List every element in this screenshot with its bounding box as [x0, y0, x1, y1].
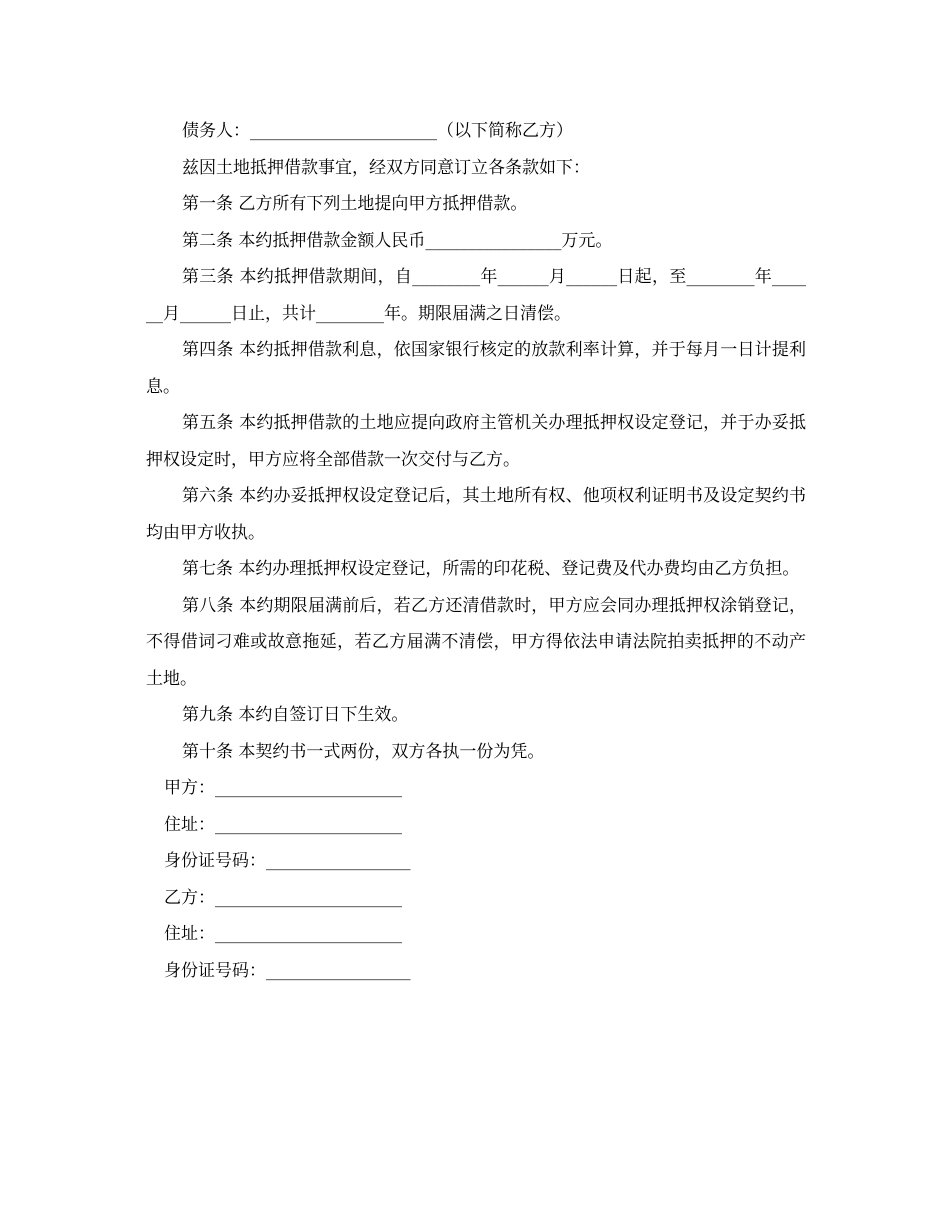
article-8: 第八条 本约期限届满前后，若乙方还清借款时，甲方应会同办理抵押权涂销登记，不得借词刁难或故意拖延，若乙方届满不清偿，甲方得依法申请法院拍卖抵押的不动产土地。: [146, 595, 806, 689]
article-2: 第二条 本约抵押借款金额人民币________________万元。: [182, 230, 613, 251]
article-9: 第九条 本约自签订日下生效。: [182, 705, 409, 725]
contract-preamble: 兹因土地抵押借款事宜，经双方同意订立各条款如下：: [182, 157, 590, 178]
article-7: 第七条 本约办理抵押权设定登记，所需的印花税、登记费及代办费均由乙方负担。: [182, 559, 800, 579]
article-1: 第一条 乙方所有下列土地提向甲方抵押借款。: [182, 194, 528, 214]
contract-body: [146, 113, 806, 989]
party-b-line: 乙方：______________________: [164, 887, 402, 908]
debtor-line: 债务人：______________________（以下简称乙方）: [182, 121, 573, 141]
article-6: 第六条 本约办妥抵押权设定登记后，其土地所有权、他项权利证明书及设定契约书均由甲方收执。: [146, 486, 806, 543]
article-4: 第四条 本约抵押借款利息，依国家银行核定的放款利率计算，并于每月一日计提利息。: [146, 340, 806, 397]
party-b-address-line: 住址：______________________: [164, 924, 402, 944]
article-10: 第十条 本契约书一式两份，双方各执一份为凭。: [182, 741, 545, 762]
signature-block: [146, 770, 806, 989]
article-3: 第三条 本约抵押借款期间，自________年______月______日起，至________年______月______日止，共计________年。期限届满之日清偿。: [146, 267, 806, 324]
party-a-id-line: 身份证号码：_________________: [164, 851, 411, 871]
party-a-line: 甲方：______________________: [164, 778, 402, 798]
party-a-address-line: 住址：______________________: [164, 814, 402, 835]
party-b-id-line: 身份证号码：_________________: [164, 960, 411, 981]
article-5: 第五条 本约抵押借款的土地应提向政府主管机关办理抵押权设定登记，并于办妥抵押权设定时，甲方应将全部借款一次交付与乙方。: [146, 413, 806, 470]
